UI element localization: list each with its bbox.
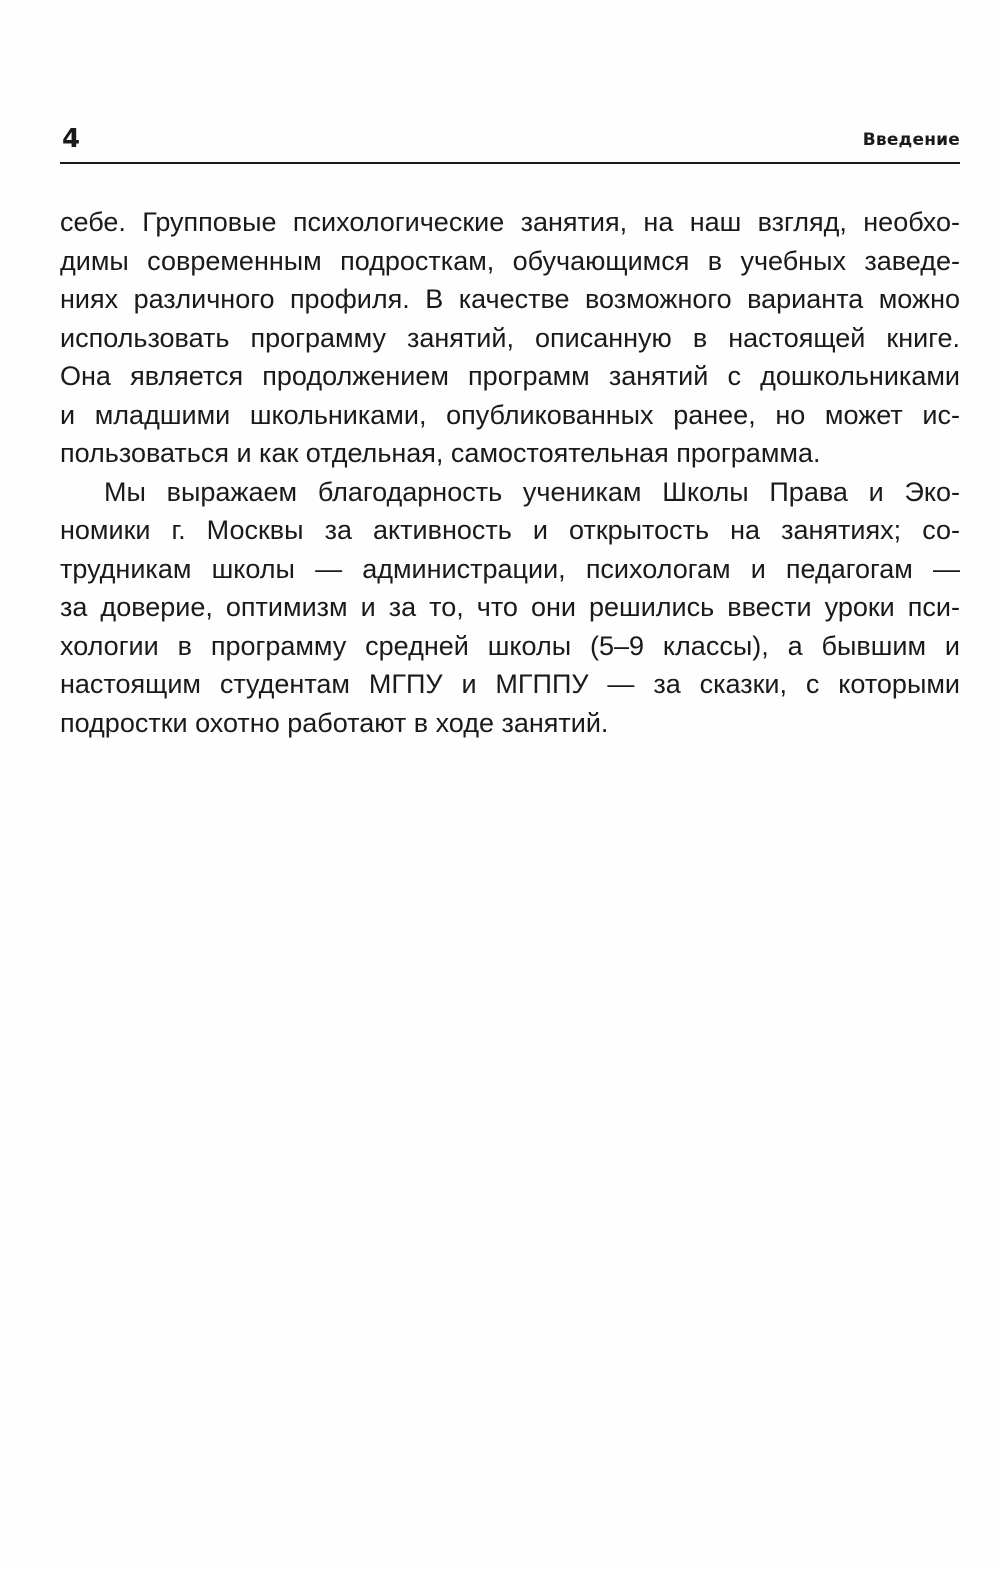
text-line: Мы выражаем благодарность ученикам Школы Права и Эко- xyxy=(104,476,960,507)
text-line: ниях различного профиля. В качестве возможного варианта можно xyxy=(60,284,960,314)
text-line: использовать программу занятий, описанную в настоящей книге. xyxy=(60,322,960,353)
text-line: и младшими школьниками, опубликованных ранее, но может ис- xyxy=(60,399,960,430)
text-line: Она является продолжением программ занятий с дошкольниками xyxy=(60,361,960,391)
section-title: Введение xyxy=(862,130,960,150)
text-line: трудникам школы — администрации, психологам и педагогам — xyxy=(60,553,960,584)
text-line: за доверие, оптимизм и за то, что они решились ввести уроки пси- xyxy=(60,592,960,622)
text-line: подростки охотно работают в ходе занятий. xyxy=(60,707,609,738)
text-line: димы современным подросткам, обучающимся в учебных заведе- xyxy=(60,245,960,276)
text-line: настоящим студентам МГПУ и МГППУ — за сказки, с которыми xyxy=(60,669,960,699)
text-line: себе. Групповые психологические занятия, на наш взгляд, необхо- xyxy=(60,207,960,237)
body-text xyxy=(60,203,960,742)
page-number: 4 xyxy=(62,124,81,154)
text-line: номики г. Москвы за активность и открытость на занятиях; со- xyxy=(60,515,960,545)
running-head xyxy=(60,122,960,164)
text-line: хологии в программу средней школы (5–9 классы), а бывшим и xyxy=(60,630,960,661)
text-line: пользоваться и как отдельная, самостоятельная программа. xyxy=(60,438,821,468)
